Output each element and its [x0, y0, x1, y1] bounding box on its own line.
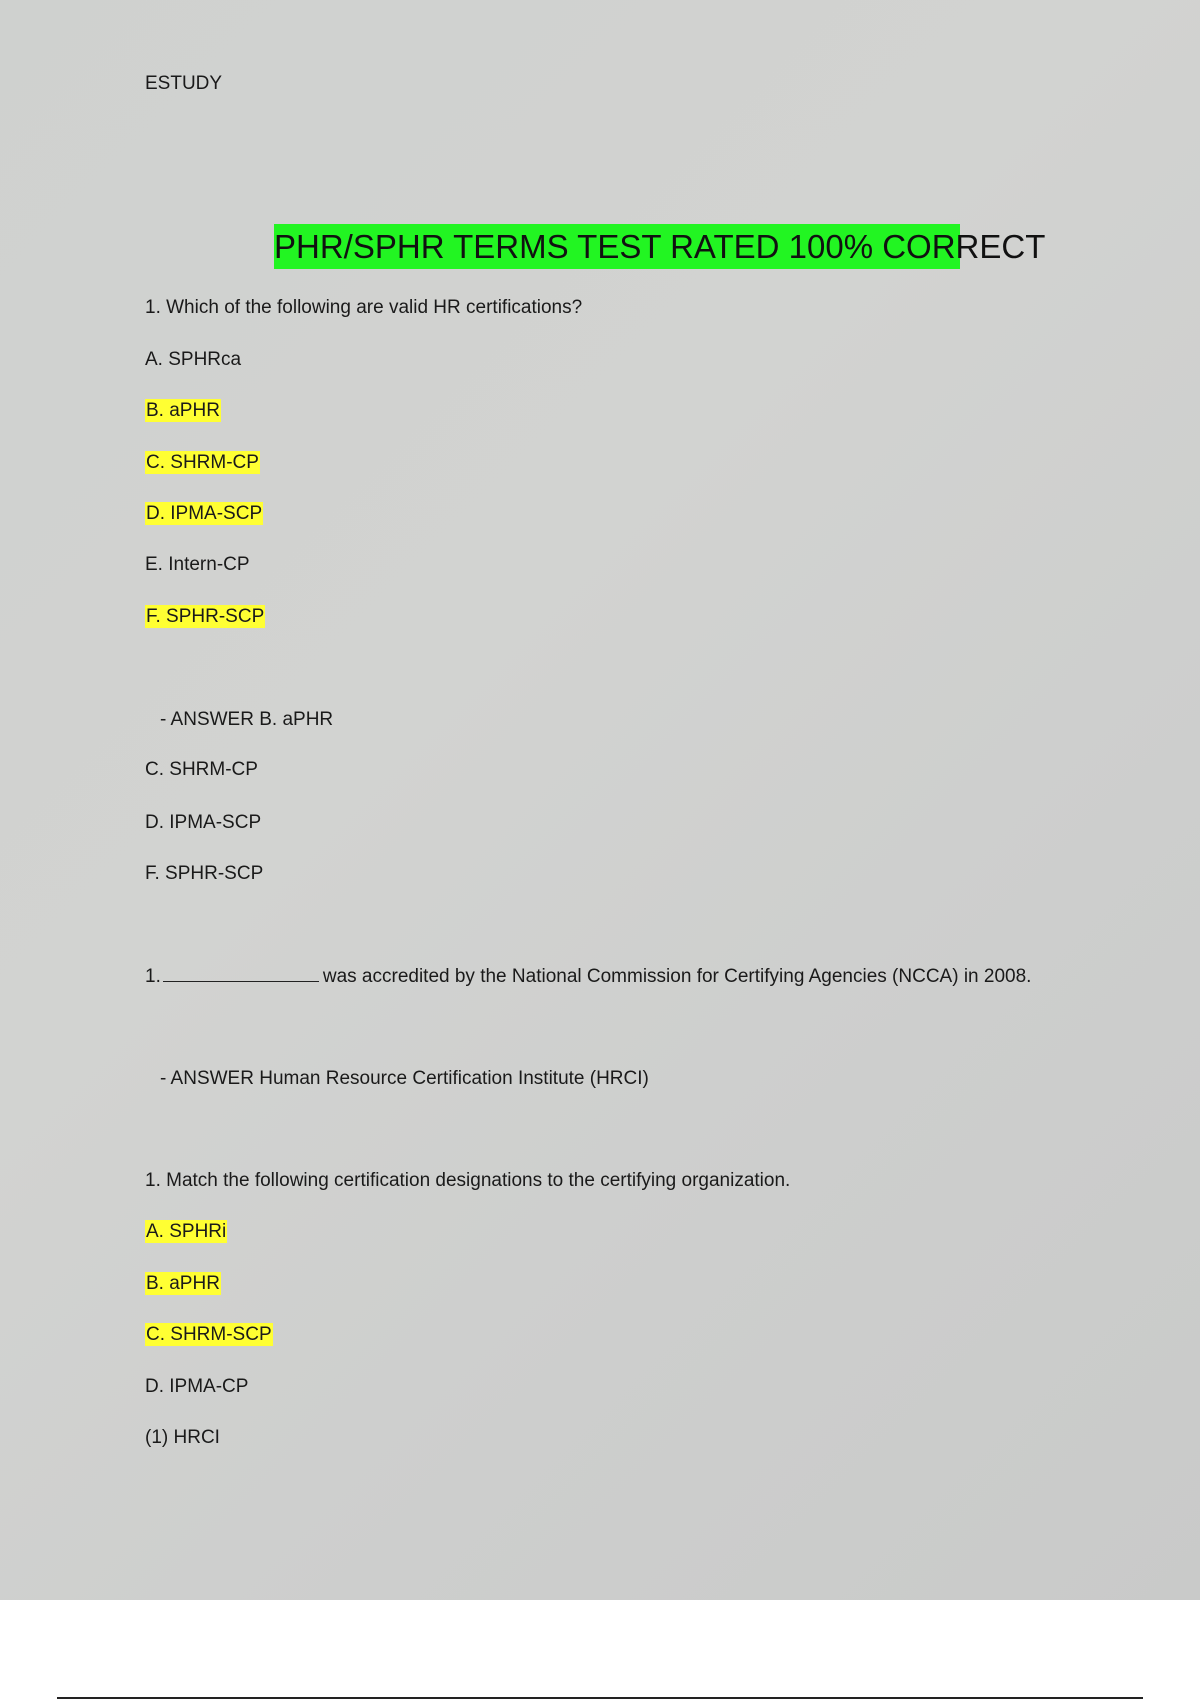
- highlighted-option: F. SPHR-SCP: [146, 606, 265, 627]
- page-title: PHR/SPHR TERMS TEST RATED 100% CORRECT: [274, 224, 960, 269]
- q2-answer-line: - ANSWER Human Resource Certification Institute (HRCI): [160, 1068, 649, 1089]
- q1-option-f: [145, 604, 265, 630]
- q3-option-d: D. IPMA-CP: [145, 1376, 249, 1397]
- question-3-text: 1. Match the following certification designations to the certifying organization.: [145, 1170, 791, 1191]
- q1-answer-line: - ANSWER B. aPHR: [160, 709, 334, 730]
- highlighted-option: C. SHRM-SCP: [146, 1324, 272, 1345]
- q1-option-c: [145, 450, 260, 476]
- q3-option-a: [145, 1219, 227, 1245]
- highlighted-option: A. SPHRi: [146, 1221, 227, 1242]
- brand-label: ESTUDY: [145, 73, 223, 94]
- highlighted-option: B. aPHR: [146, 1273, 220, 1294]
- highlighted-option: D. IPMA-SCP: [146, 503, 263, 524]
- footer-divider: [57, 1697, 1143, 1699]
- fill-in-blank: [163, 963, 319, 982]
- question-1-text: 1. Which of the following are valid HR certifications?: [145, 297, 583, 318]
- q3-option-c: [145, 1322, 273, 1348]
- q1-option-d: [145, 501, 263, 527]
- highlighted-option: C. SHRM-CP: [146, 452, 259, 473]
- q3-org-1: (1) HRCI: [145, 1427, 220, 1448]
- question-number: 1.: [145, 966, 161, 987]
- q1-option-a: A. SPHRca: [145, 349, 242, 370]
- highlighted-option: B. aPHR: [146, 400, 220, 421]
- q1-answer-item: F. SPHR-SCP: [145, 863, 264, 884]
- q1-option-b: [145, 398, 221, 424]
- q1-answer-item: D. IPMA-SCP: [145, 812, 262, 833]
- q3-option-b: [145, 1271, 221, 1297]
- question-2-body: was accredited by the National Commission for Certifying Agencies (NCCA) in 2008.: [322, 966, 1032, 987]
- q1-option-e: E. Intern-CP: [145, 554, 250, 575]
- question-2-text: [145, 963, 1031, 990]
- q1-answer-item: C. SHRM-CP: [145, 759, 258, 780]
